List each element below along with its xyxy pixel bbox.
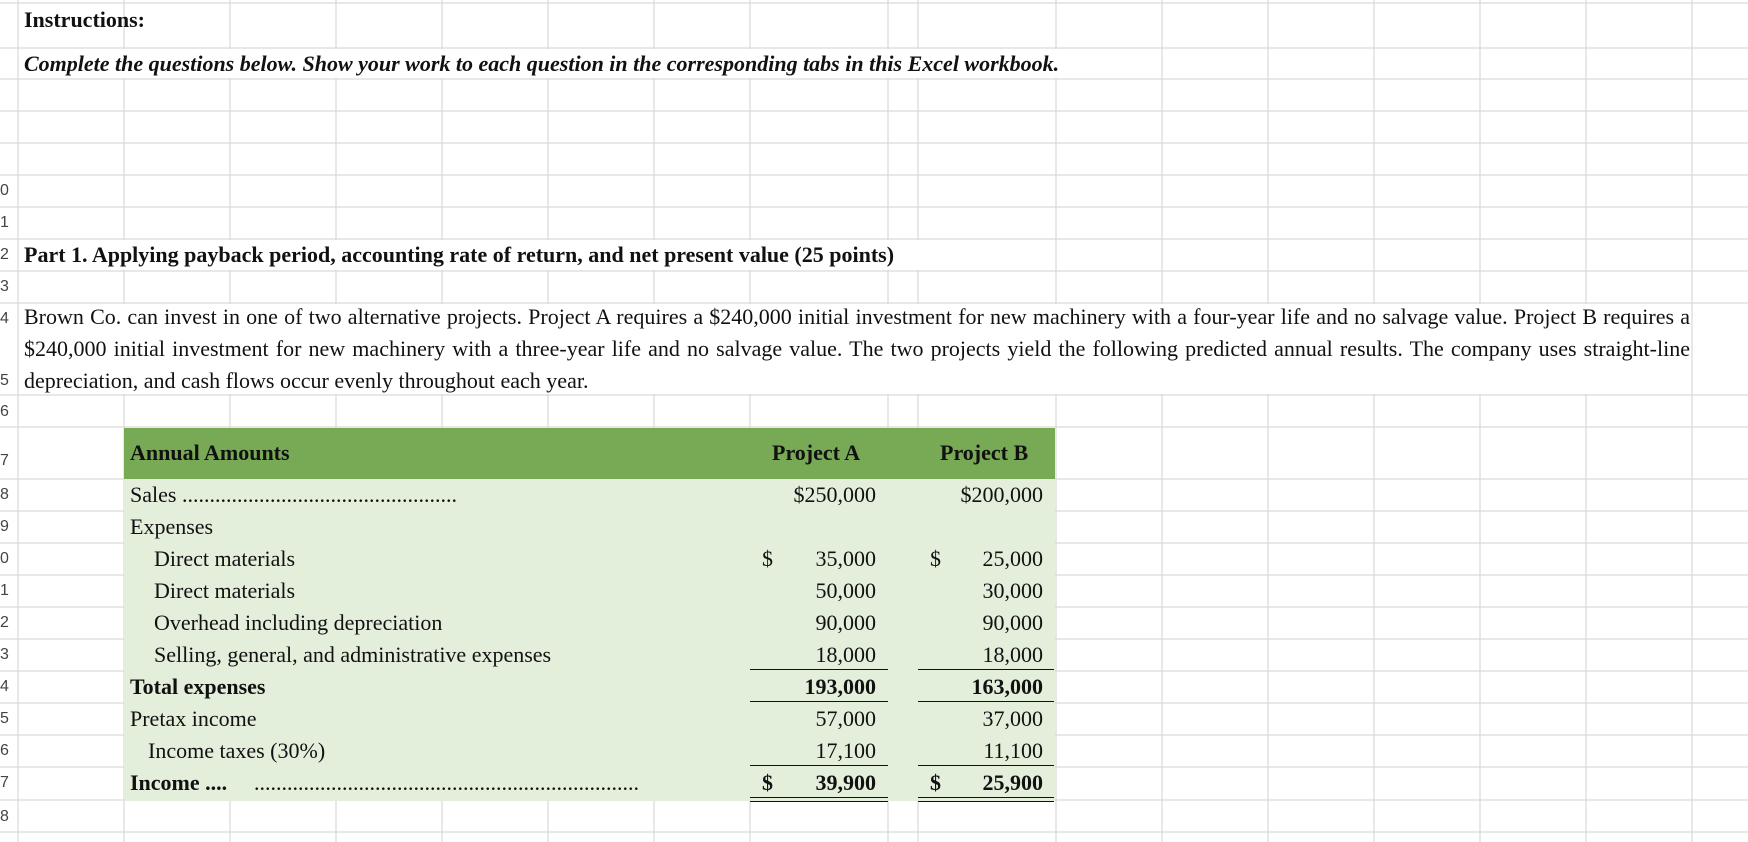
income-double-underline-b-bottom	[918, 801, 1054, 802]
row-number: 2	[0, 246, 9, 263]
overhead-project-b[interactable]: 90,000	[982, 610, 1043, 635]
problem-description[interactable]: Brown Co. can invest in one of two alternative projects. Project A requires a $240,000 initial investment for new machinery with a four-year life and no salvage value. Project B requires a $240,000 initial investment for new machinery with a three-year life and no salvage value. The two projects yield the following predicted annual results. The company uses straight-line depreciation, and cash flows occur evenly throughout each year.	[24, 304, 1690, 393]
row-number: 2	[0, 614, 9, 631]
income-double-underline-a-top	[750, 797, 888, 798]
total-expenses-project-a[interactable]: 193,000	[804, 674, 876, 699]
row-label-income-taxes[interactable]: Income taxes (30%)	[148, 738, 326, 763]
row-label-sga[interactable]: Selling, general, and administrative expenses	[154, 642, 552, 667]
total-underline-b	[918, 701, 1054, 702]
row-number: 6	[0, 403, 9, 420]
pretax-income-project-b[interactable]: 37,000	[982, 706, 1043, 731]
row-label-direct-materials-2[interactable]: Direct materials	[154, 578, 296, 603]
dollar-sign: $	[930, 546, 941, 571]
taxes-underline-a	[750, 765, 888, 766]
pretax-income-project-a[interactable]: 57,000	[815, 706, 876, 731]
table-header-project-b[interactable]: Project B	[940, 440, 1029, 465]
row-number: 8	[0, 808, 9, 825]
row-number: 7	[0, 452, 9, 469]
row-label-income[interactable]: Income ....	[130, 770, 228, 795]
direct-materials-project-a[interactable]: 35,000	[815, 546, 876, 571]
sga-project-a[interactable]: 18,000	[815, 642, 876, 667]
income-double-underline-a-bottom	[750, 801, 888, 802]
sga-project-b[interactable]: 18,000	[982, 642, 1043, 667]
table-header-project-a[interactable]: Project A	[772, 440, 861, 465]
row-number: 0	[0, 550, 9, 567]
income-taxes-project-a[interactable]: 17,100	[815, 738, 876, 763]
direct-materials-project-b[interactable]: 25,000	[982, 546, 1043, 571]
table-header-annual-amounts[interactable]: Annual Amounts	[130, 440, 290, 465]
row-number: 5	[0, 372, 9, 389]
total-expenses-project-b[interactable]: 163,000	[971, 674, 1043, 699]
instructions-label[interactable]: Instructions:	[24, 7, 146, 32]
row-number: 4	[0, 678, 9, 695]
row-number: 5	[0, 710, 9, 727]
direct-materials-2-project-b[interactable]: 30,000	[982, 578, 1043, 603]
total-underline-a	[750, 701, 888, 702]
row-label-pretax-income[interactable]: Pretax income	[130, 706, 257, 731]
row-number: 6	[0, 742, 9, 759]
dollar-sign: $	[762, 770, 773, 795]
row-label-overhead[interactable]: Overhead including depreciation	[154, 610, 443, 635]
income-leader-dots: ......................................................................	[254, 770, 639, 795]
row-number: 3	[0, 646, 9, 663]
subtotal-underline-b	[918, 669, 1054, 670]
overhead-project-a[interactable]: 90,000	[815, 610, 876, 635]
instructions-text[interactable]: Complete the questions below. Show your work to each question in the corresponding tabs in this Excel workbook.	[24, 51, 1060, 76]
row-number: 9	[0, 518, 9, 535]
dollar-sign: $	[762, 546, 773, 571]
row-number: 3	[0, 278, 9, 295]
sales-project-b[interactable]: $200,000	[960, 482, 1043, 507]
dollar-sign: $	[930, 770, 941, 795]
row-number: 4	[0, 310, 9, 327]
taxes-underline-b	[918, 765, 1054, 766]
part1-title[interactable]: Part 1. Applying payback period, accounting rate of return, and net present value (25 points)	[24, 242, 895, 267]
income-project-b[interactable]: 25,900	[982, 770, 1043, 795]
row-label-sales[interactable]: Sales ..................................................	[130, 482, 457, 507]
income-project-a[interactable]: 39,900	[815, 770, 876, 795]
row-number: 8	[0, 486, 9, 503]
row-label-expenses[interactable]: Expenses	[130, 514, 214, 539]
subtotal-underline-a	[750, 669, 888, 670]
income-taxes-project-b[interactable]: 11,100	[983, 738, 1043, 763]
row-label-direct-materials[interactable]: Direct materials	[154, 546, 296, 571]
direct-materials-2-project-a[interactable]: 50,000	[815, 578, 876, 603]
row-number: 7	[0, 774, 9, 791]
sales-project-a[interactable]: $250,000	[793, 482, 876, 507]
row-number: 1	[0, 582, 9, 599]
income-double-underline-b-top	[918, 797, 1054, 798]
row-number: 0	[0, 182, 9, 199]
row-number: 1	[0, 214, 9, 231]
row-label-total-expenses[interactable]: Total expenses	[130, 674, 266, 699]
